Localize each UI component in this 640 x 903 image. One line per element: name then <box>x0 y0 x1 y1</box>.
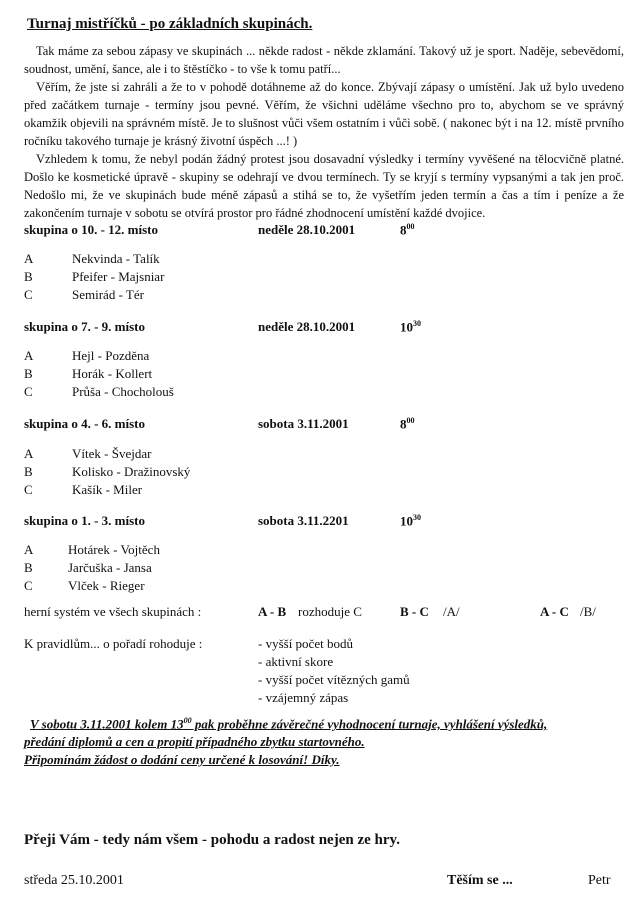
intro-text <box>24 42 624 222</box>
closing-line-3: Připomínám žádost o dodání ceny určené k losování! Díky. <box>24 752 340 767</box>
group-date: sobota 3.11.2001 <box>258 416 349 431</box>
system-ac: A - C <box>540 604 569 619</box>
rule-item: - vyšší počet bodů <box>258 636 353 651</box>
closing-line-1: V sobotu 3.11.2001 kolem $13^{00}$ pak proběhne závěrečné vyhodnocení turnaje, vyhlášení výsledků, <box>30 716 548 732</box>
intro-paragraph-1: Tak máme za sebou zápasy ve skupinách ... někde radost - někde zklamání. Takový už je sport. Naděje, sebevědomí, soudnost, umění, šance, ale i to štěstíčko - to vše k tomu patří... <box>24 44 624 76</box>
system-label: herní systém ve všech skupinách : <box>24 604 202 619</box>
footer-look: Těším se ... <box>447 873 513 888</box>
group-time: $8^{00}$ <box>400 416 415 432</box>
group-time: $8^{00}$ <box>400 222 415 238</box>
pair-letter: A <box>24 251 34 266</box>
footer-date: středa 25.10.2001 <box>24 873 124 888</box>
group-title: skupina o 4. - 6. místo <box>24 416 145 431</box>
intro-paragraph-3: Vzhledem k tomu, že nebyl podán žádný protest jsou dosavadní výsledky i termíny vyvěšené na tělocvičně platné. Došlo ke kosmetické úpravě - skupiny se odehrají ve dvou termínech. Ty se kryjí s termíny vypsanými a tak jen proč. Nedošlo mi, že ve skupinách bude méně zápasů a stihá se to, že vyšetřím jeden termín a čas a tím i peníze a že zakončením turnaje v sobotu se otvírá prostor pro řádné zhodnocení umístění každé dvojice. <box>24 152 624 220</box>
pair-names: Hotárek - Vojtěch <box>68 542 160 557</box>
pair-letter: C <box>24 287 33 302</box>
pair-letter: B <box>24 464 33 479</box>
pair-names: Vítek - Švejdar <box>72 446 152 461</box>
pair-names: Semirád - Tér <box>72 287 144 302</box>
pair-names: Jarčuška - Jansa <box>68 560 152 575</box>
pair-names: Vlček - Rieger <box>68 578 145 593</box>
pair-names: Hejl - Pozděna <box>72 348 150 363</box>
system-ac-rule: /B/ <box>580 604 596 619</box>
system-ab: A - B <box>258 604 287 619</box>
rule-item: - aktivní skore <box>258 654 334 669</box>
group-title: skupina o 7. - 9. místo <box>24 319 145 334</box>
system-bc: B - C <box>400 604 429 619</box>
document-title: Turnaj mistříčků - po základních skupinách. <box>27 16 313 32</box>
pair-letter: C <box>24 384 33 399</box>
pair-letter: C <box>24 482 33 497</box>
pair-names: Horák - Kollert <box>72 366 153 381</box>
group-time: $10^{30}$ <box>400 513 421 529</box>
pair-letter: A <box>24 542 34 557</box>
pair-names: Nekvinda - Talík <box>72 251 160 266</box>
pair-letter: B <box>24 269 33 284</box>
rules-label: K pravidlům... o pořadí rohoduje : <box>24 636 203 651</box>
group-date: sobota 3.11.2201 <box>258 513 349 528</box>
pair-letter: A <box>24 446 34 461</box>
wish-line: Přeji Vám - tedy nám všem - pohodu a radost nejen ze hry. <box>24 832 400 848</box>
intro-paragraph-2: Věřím, že jste si zahráli a že to v pohodě dotáhneme až do konce. Zbývají zápasy o umístění. Jak už bylo uvedeno před začátkem turnaje - termíny jsou pevné. Věřím, že všichni uděláme všechno pro to, abychom se ve správný okamžik objevili na správném místě. Je to slušnost vůči všem ostatním i vůči sobě. ( nakonec být i na 12. místě prvního ročníku takového turnaje je krásný životní úspěch ...! ) <box>24 80 624 148</box>
group-date: neděle 28.10.2001 <box>258 319 356 334</box>
pair-letter: C <box>24 578 33 593</box>
group-title: skupina o 10. - 12. místo <box>24 222 158 237</box>
pair-letter: A <box>24 348 34 363</box>
rule-item: - vzájemný zápas <box>258 690 349 705</box>
group-date: neděle 28.10.2001 <box>258 222 356 237</box>
pair-names: Pfeifer - Majsniar <box>72 269 165 284</box>
pair-letter: B <box>24 366 33 381</box>
group-title: skupina o 1. - 3. místo <box>24 513 145 528</box>
pair-names: Kolisko - Dražinovský <box>72 464 191 479</box>
rule-item: - vyšší počet vítězných gamů <box>258 672 410 687</box>
closing-line-2: předání diplomů a cen a propití případného zbytku startovného. <box>24 734 365 749</box>
footer-name: Petr <box>588 873 611 888</box>
pair-letter: B <box>24 560 33 575</box>
system-bc-rule: /A/ <box>443 604 460 619</box>
pair-names: Průša - Chocholouš <box>72 384 174 399</box>
group-time: $10^{30}$ <box>400 319 421 335</box>
pair-names: Kašík - Miler <box>72 482 143 497</box>
system-ab-rule: rozhoduje C <box>298 604 362 619</box>
